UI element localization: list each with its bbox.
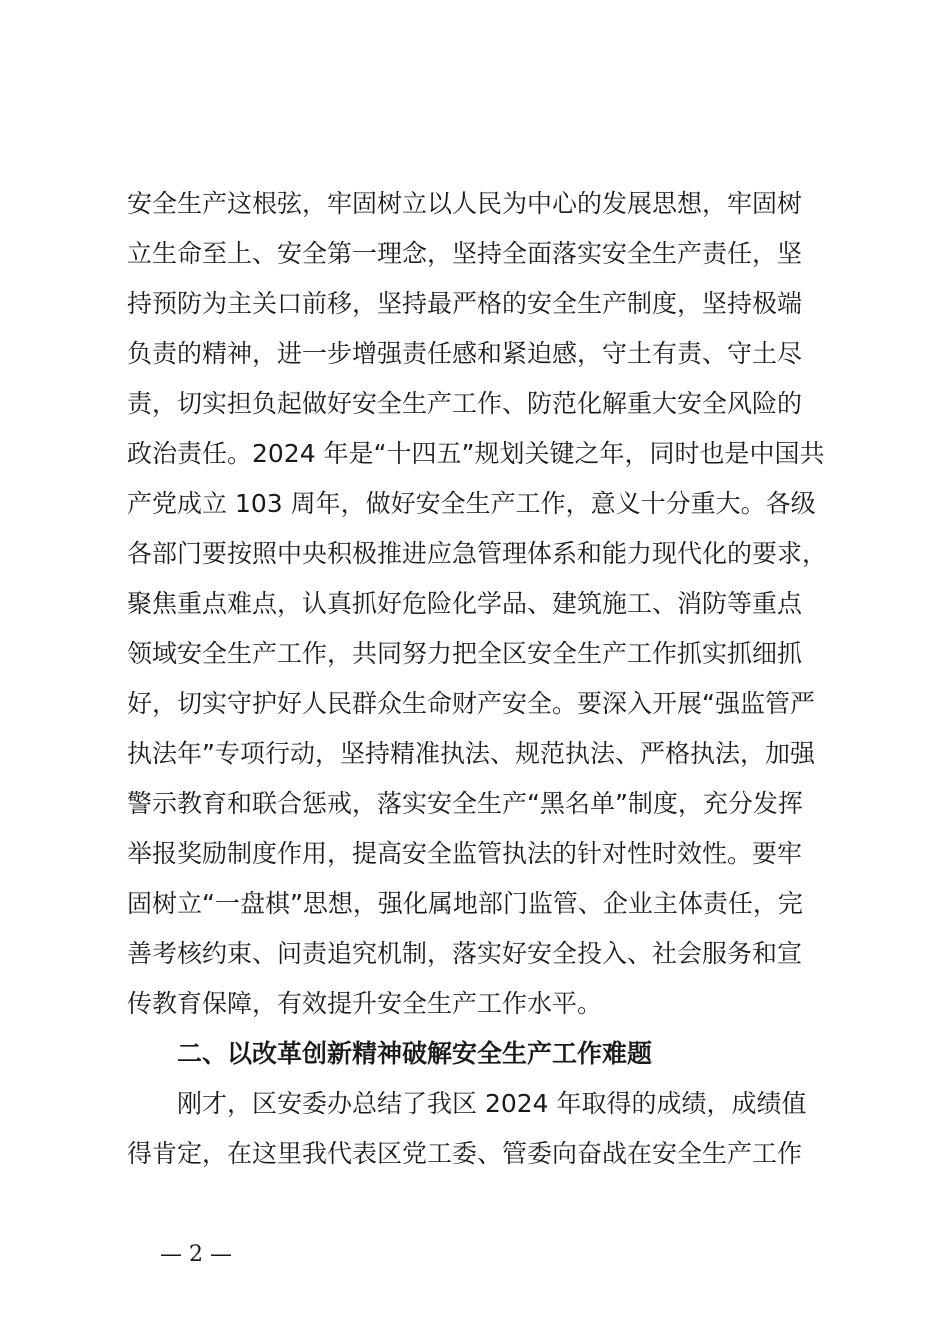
body-line: 责，切实担负起做好安全生产工作、防范化解重大安全风险的 — [127, 389, 803, 418]
body-line: 警示教育和联合惩戒，落实安全生产“黑名单”制度，充分发挥 — [127, 789, 803, 818]
body-line: 负责的精神，进一步增强责任感和紧迫感，守土有责、守土尽 — [127, 339, 803, 368]
body-line: 各部门要按照中央积极推进应急管理体系和能力现代化的要求， — [127, 539, 828, 568]
body-line: 领域安全生产工作，共同努力把全区安全生产工作抓实抓细抓 — [127, 639, 803, 668]
body-line: 好，切实守护好人民群众生命财产安全。要深入开展“强监管严 — [127, 689, 815, 718]
body-line: 安全生产这根弦，牢固树立以人民为中心的发展思想，牢固树 — [127, 189, 803, 218]
body-line: 持预防为主关口前移，坚持最严格的安全生产制度，坚持极端 — [127, 289, 803, 318]
body-line: 聚焦重点难点，认真抓好危险化学品、建筑施工、消防等重点 — [127, 589, 803, 618]
page-number: — 2 — — [160, 1242, 232, 1267]
body-line: 举报奖励制度作用，提高安全监管执法的针对性时效性。要牢 — [127, 839, 803, 868]
body-line: 固树立“一盘棋”思想，强化属地部门监管、企业主体责任，完 — [127, 889, 803, 918]
body-line: 得肯定，在这里我代表区党工委、管委向奋战在安全生产工作 — [127, 1139, 803, 1168]
body-line: 立生命至上、安全第一理念，坚持全面落实安全生产责任，坚 — [127, 239, 803, 268]
section-heading: 二、以改革创新精神破解安全生产工作难题 — [177, 1039, 653, 1068]
body-line: 执法年”专项行动，坚持精准执法、规范执法、严格执法，加强 — [127, 739, 815, 768]
body-line: 传教育保障，有效提升安全生产工作水平。 — [127, 989, 603, 1018]
body-line: 刚才，区安委办总结了我区 2024 年取得的成绩，成绩值 — [177, 1089, 807, 1118]
body-line: 产党成立 103 周年，做好安全生产工作，意义十分重大。各级 — [127, 489, 816, 518]
body-line: 政治责任。2024 年是“十四五”规划关键之年，同时也是中国共 — [127, 439, 825, 468]
body-line: 善考核约束、问责追究机制，落实好安全投入、社会服务和宣 — [127, 939, 803, 968]
